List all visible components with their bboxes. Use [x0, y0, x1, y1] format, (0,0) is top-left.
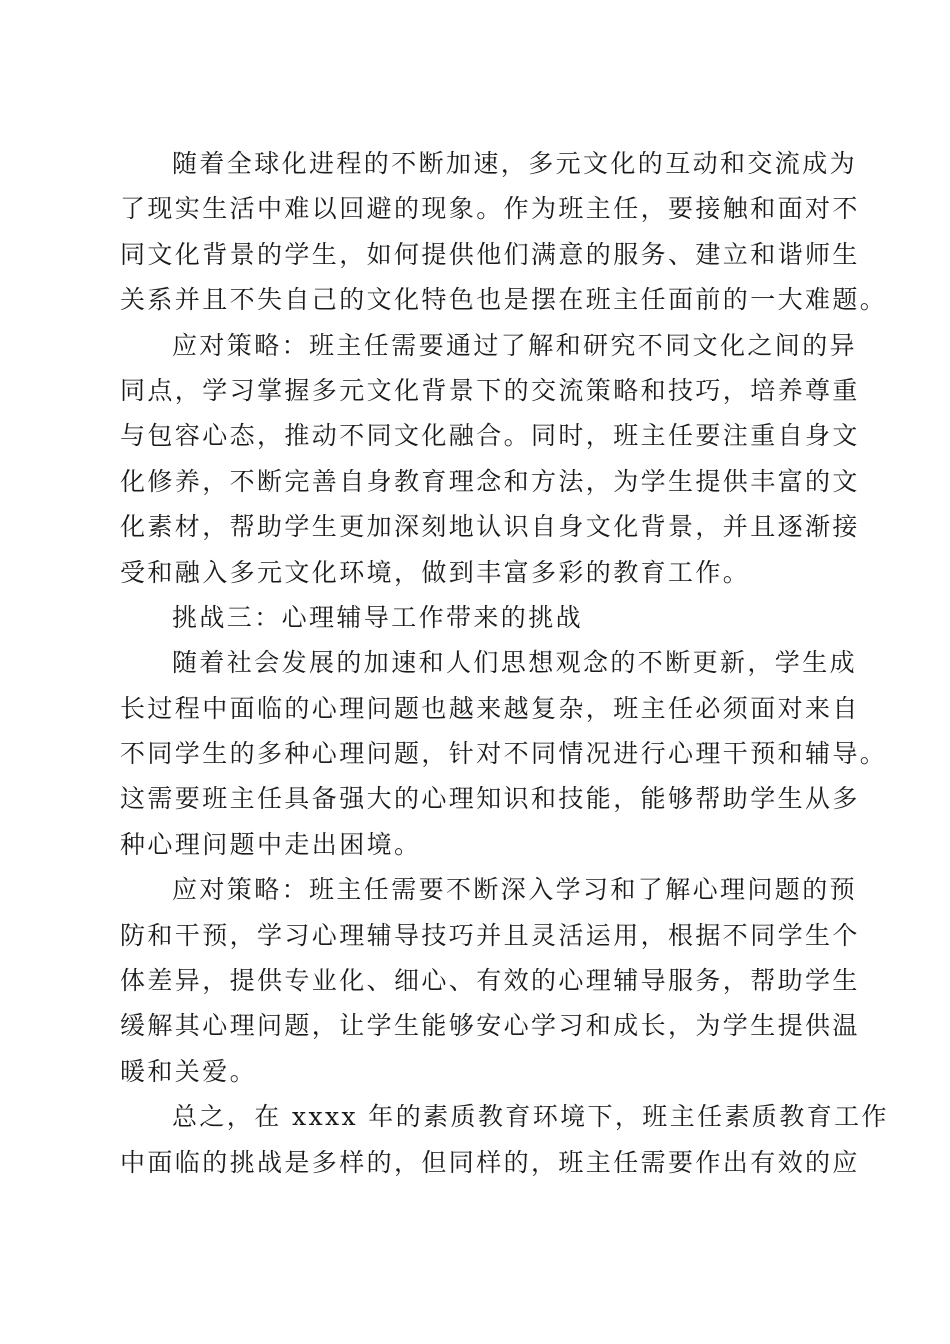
text-line: 应对策略：班主任需要不断深入学习和了解心理问题的预 — [172, 875, 858, 905]
text-line: 种心理问题中走出困境。 — [120, 829, 422, 859]
text-line: 应对策略：班主任需要通过了解和研究不同文化之间的异 — [172, 330, 858, 360]
text-line: 了现实生活中难以回避的现象。作为班主任，要接触和面对不 — [120, 194, 860, 224]
text-line: 长过程中面临的心理问题也越来越复杂，班主任必须面对来自 — [120, 693, 860, 723]
text-line: 与包容心态，推动不同文化融合。同时，班主任要注重自身文 — [120, 421, 860, 451]
text-line: 总之，在 xxxx 年的素质教育环境下，班主任素质教育工作 — [172, 1102, 889, 1132]
body-text — [120, 141, 889, 1185]
text-line: 缓解其心理问题，让学生能够安心学习和成长，为学生提供温 — [120, 1011, 860, 1041]
text-line: 体差异，提供专业化、细心、有效的心理辅导服务，帮助学生 — [120, 966, 860, 996]
text-line: 中面临的挑战是多样的，但同样的，班主任需要作出有效的应 — [120, 1147, 860, 1177]
text-line: 暖和关爱。 — [120, 1056, 258, 1086]
text-line: 化修养，不断完善自身教育理念和方法，为学生提供丰富的文 — [120, 466, 860, 496]
text-line: 防和干预，学习心理辅导技巧并且灵活运用，根据不同学生个 — [120, 920, 860, 950]
text-line: 随着全球化进程的不断加速，多元文化的互动和交流成为 — [172, 149, 858, 178]
text-line: 不同学生的多种心理问题，针对不同情况进行心理干预和辅导。 — [120, 739, 888, 769]
text-line: 随着社会发展的加速和人们思想观念的不断更新，学生成 — [172, 648, 858, 678]
text-line: 化素材，帮助学生更加深刻地认识自身文化背景，并且逐渐接 — [120, 512, 860, 542]
text-line: 受和融入多元文化环境，做到丰富多彩的教育工作。 — [120, 557, 751, 587]
text-line: 同点，学习掌握多元文化背景下的交流策略和技巧，培养尊重 — [120, 375, 860, 405]
text-line: 关系并且不失自己的文化特色也是摆在班主任面前的一大难题。 — [120, 285, 888, 315]
text-line: 这需要班主任具备强大的心理知识和技能，能够帮助学生从多 — [120, 784, 860, 814]
section-heading: 挑战三：心理辅导工作带来的挑战 — [172, 602, 584, 632]
text-line: 同文化背景的学生，如何提供他们满意的服务、建立和谐师生 — [120, 239, 860, 269]
